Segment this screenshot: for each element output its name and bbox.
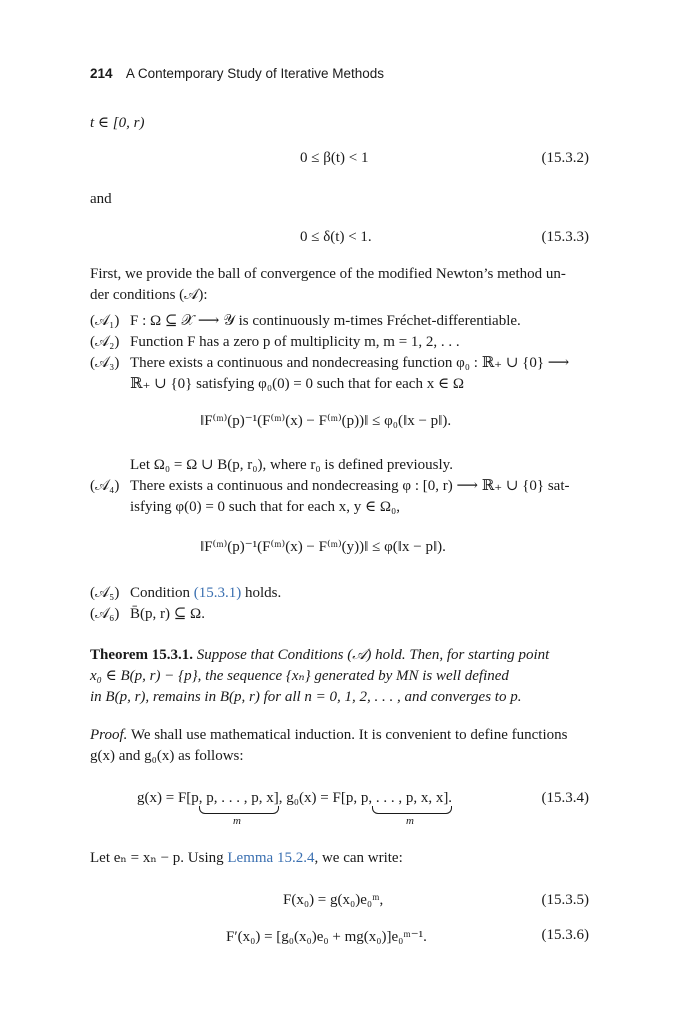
condition-label: (𝒜₁) (90, 313, 120, 329)
underbrace-label: m (233, 815, 241, 827)
equation-number: (15.3.3) (541, 229, 589, 245)
condition-text: B̄(p, r) ⊆ Ω. (130, 606, 205, 622)
paragraph-line (90, 848, 403, 869)
condition-label: (𝒜₅) (90, 585, 120, 601)
lemma-link[interactable]: Lemma 15.2.4 (227, 850, 315, 866)
eq-g-mid: , x], g₀(x) = F[ (258, 790, 346, 806)
proof-label: Proof. (90, 727, 128, 743)
paragraph-line: Let Ω₀ = Ω ∪ B(p, r₀), where r₀ is defined previously. (130, 457, 453, 473)
theorem-label: Theorem 15.3.1. (90, 647, 194, 663)
eq-g0-under: p, p, . . . , p (345, 790, 414, 806)
equation-g-definition (137, 790, 452, 807)
eq-g-right: , x, x]. (413, 790, 453, 806)
let-en-prefix: Let eₙ = xₙ − p. Using (90, 850, 224, 866)
equation-number: (15.3.2) (541, 150, 589, 166)
running-title: A Contemporary Study of Iterative Methods (125, 66, 385, 81)
equation-a4: ‖F⁽ᵐ⁾(p)⁻¹(F⁽ᵐ⁾(x) − F⁽ᵐ⁾(y))‖ ≤ φ(‖x − p‖). (200, 539, 446, 555)
equation-a3: ‖F⁽ᵐ⁾(p)⁻¹(F⁽ᵐ⁾(x) − F⁽ᵐ⁾(p))‖ ≤ φ₀(‖x − p‖). (200, 413, 452, 429)
equation-fx0: F(x₀) = g(x₀)e₀ᵐ, (283, 892, 384, 908)
eq-g-under: p, p, . . . , p (191, 790, 259, 806)
running-header (90, 66, 384, 82)
condition-label: (𝒜₃) (90, 355, 120, 371)
condition-prefix: Condition (130, 585, 191, 601)
and-text: and (90, 191, 112, 207)
equation-fprime-x0: F′(x₀) = [g₀(x₀)e₀ + mg(x₀)]e₀ᵐ⁻¹. (226, 929, 427, 945)
condition-text: ℝ₊ ∪ {0} satisfying φ₀(0) = 0 such that for each x ∈ Ω (130, 376, 464, 392)
condition-label: (𝒜₂) (90, 334, 120, 350)
condition-suffix: holds. (245, 585, 282, 601)
equation-delta: 0 ≤ δ(t) < 1. (300, 229, 372, 245)
proof-line (90, 725, 567, 746)
paragraph-line: First, we provide the ball of convergence of the modified Newton’s method un- (90, 266, 566, 282)
condition-text: There exists a continuous and nondecreasing function φ₀ : ℝ₊ ∪ {0} ⟶ (130, 355, 570, 371)
equation-beta: 0 ≤ β(t) < 1 (300, 150, 369, 166)
equation-link[interactable]: (15.3.1) (193, 585, 242, 601)
theorem-text: Suppose that Conditions (𝒜) hold. Then, for starting point (196, 647, 550, 663)
theorem-text: in B(p, r), remains in B(p, r) for all n = 0, 1, 2, . . . , and converges to p. (90, 689, 522, 705)
proof-text: We shall use mathematical induction. It is convenient to define functions (130, 727, 568, 743)
theorem-line (90, 645, 549, 666)
condition-text: F : Ω ⊆ 𝒳 ⟶ 𝒴 is continuously m-times Fréchet-differentiable. (130, 313, 521, 329)
condition-label: (𝒜₄) (90, 478, 120, 494)
equation-number: (15.3.5) (541, 892, 589, 908)
condition-text (130, 583, 281, 604)
condition-text: isfying φ(0) = 0 such that for each x, y ∈ Ω₀, (130, 499, 400, 515)
underbrace (372, 806, 452, 814)
underbrace-label: m (406, 815, 414, 827)
theorem-text: x₀ ∈ B(p, r) − {p}, the sequence {xₙ} generated by MN is well defined (90, 668, 509, 684)
paragraph-line: der conditions (𝒜): (90, 287, 208, 303)
condition-text: Function F has a zero p of multiplicity m, m = 1, 2, . . . (130, 334, 460, 350)
page-number: 214 (90, 66, 113, 81)
underbrace (199, 806, 279, 814)
equation-number: (15.3.6) (541, 927, 589, 943)
let-en-suffix: , we can write: (314, 850, 403, 866)
equation-number: (15.3.4) (541, 790, 589, 806)
proof-text: g(x) and g₀(x) as follows: (90, 748, 244, 764)
condition-label: (𝒜₆) (90, 606, 120, 622)
t-range-line: t ∈ [0, r) (90, 115, 145, 131)
eq-g-left: g(x) = F[ (137, 790, 192, 806)
condition-text: There exists a continuous and nondecreasing φ : [0, r) ⟶ ℝ₊ ∪ {0} sat- (130, 478, 570, 494)
